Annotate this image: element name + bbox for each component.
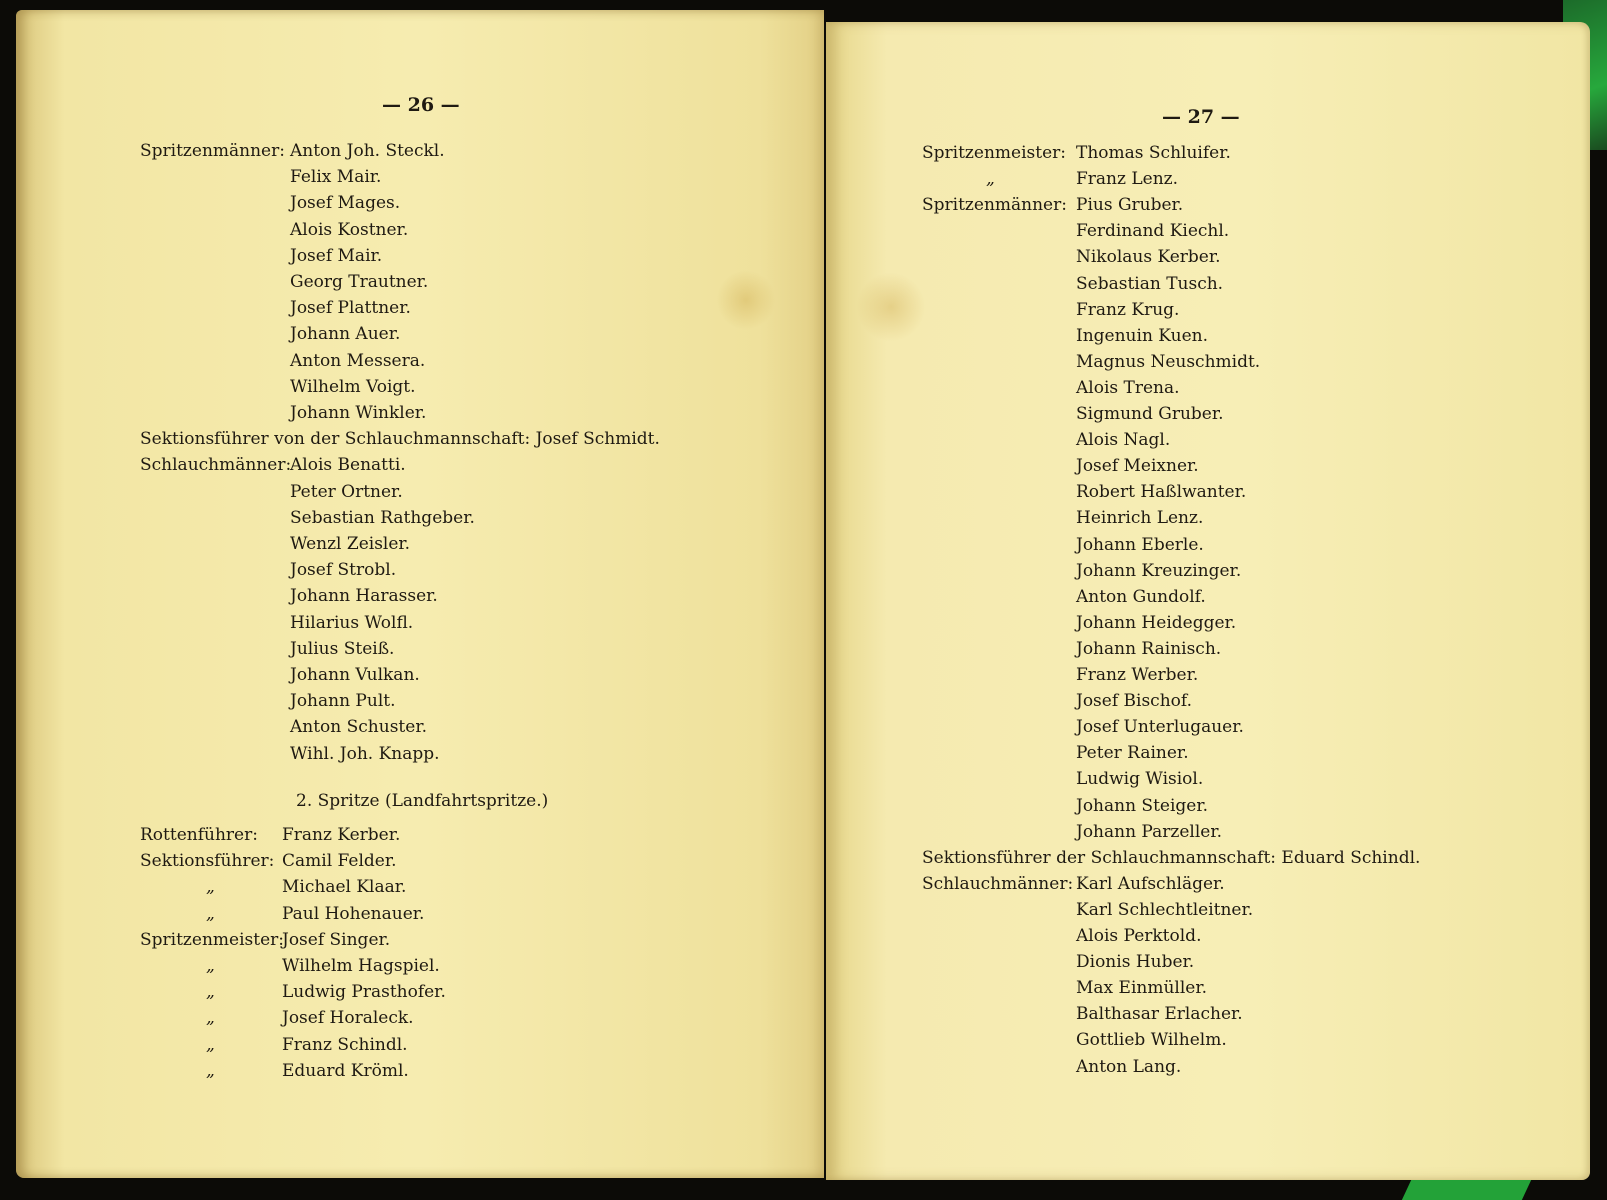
member-name: Magnus Neuschmidt. bbox=[1076, 351, 1261, 372]
roster-row bbox=[826, 766, 1566, 792]
member-name: Johann Auer. bbox=[290, 324, 401, 345]
roster-row bbox=[16, 1032, 776, 1058]
roster-row bbox=[826, 819, 1566, 845]
roster-row bbox=[826, 688, 1566, 714]
member-name: Johann Vulkan. bbox=[290, 665, 420, 685]
roster-row bbox=[16, 1058, 776, 1084]
roster-row bbox=[16, 848, 776, 874]
member-name: Ludwig Prasthofer. bbox=[282, 982, 446, 1003]
roster-row bbox=[16, 636, 776, 662]
roster-row bbox=[826, 297, 1566, 323]
roster-row bbox=[826, 479, 1566, 505]
member-name: Anton Lang. bbox=[1076, 1056, 1182, 1077]
member-name: Thomas Schluifer. bbox=[1076, 143, 1231, 163]
member-name: Anton Gundolf. bbox=[1076, 586, 1206, 607]
roster-row bbox=[16, 138, 776, 164]
member-name: Hilarius Wolfl. bbox=[290, 612, 414, 633]
member-name: Camil Felder. bbox=[282, 851, 397, 872]
roster-row bbox=[16, 243, 776, 269]
member-name: Georg Trautner. bbox=[290, 272, 429, 292]
role-label: Spritzenmeister: bbox=[140, 929, 284, 950]
roster-row bbox=[16, 927, 776, 953]
roster-row bbox=[826, 271, 1566, 297]
roster-row bbox=[16, 321, 776, 347]
member-name: Johann Harasser. bbox=[290, 586, 438, 607]
roster-row bbox=[826, 1027, 1566, 1053]
member-name: Nikolaus Kerber. bbox=[1076, 247, 1221, 268]
member-name: Alois Kostner. bbox=[290, 219, 409, 240]
roster-row bbox=[826, 140, 1566, 166]
member-name: Josef Horaleck. bbox=[282, 1008, 414, 1029]
member-name: Johann Pult. bbox=[290, 691, 396, 712]
roster-row bbox=[826, 166, 1566, 192]
member-name: Ludwig Wisiol. bbox=[1076, 769, 1204, 790]
roster-row bbox=[16, 217, 776, 243]
roster-row bbox=[16, 479, 776, 505]
roster-row bbox=[826, 975, 1566, 1001]
roster-row bbox=[16, 190, 776, 216]
roster-row bbox=[16, 348, 776, 374]
ditto-mark: „ bbox=[206, 903, 215, 924]
member-name: Johann Eberle. bbox=[1076, 534, 1204, 555]
roster-row bbox=[826, 949, 1566, 975]
roster-row bbox=[16, 426, 776, 452]
role-label: Spritzenmänner: bbox=[140, 141, 285, 161]
ditto-mark: „ bbox=[206, 1034, 215, 1055]
roster-row bbox=[16, 452, 776, 478]
roster-row bbox=[16, 953, 776, 979]
roster-row bbox=[16, 374, 776, 400]
member-name: Karl Aufschläger. bbox=[1076, 873, 1225, 894]
member-name: Johann Parzeller. bbox=[1076, 821, 1222, 842]
member-name: Johann Kreuzinger. bbox=[1076, 560, 1242, 581]
role-label: Sektionsführer von der Schlauchmannschaft: Josef Schmidt. bbox=[140, 429, 660, 450]
member-name: Ferdinand Kiechl. bbox=[1076, 221, 1230, 242]
roster-row bbox=[16, 400, 776, 426]
role-label: Spritzenmeister: bbox=[922, 143, 1066, 163]
roster-row bbox=[16, 557, 776, 583]
member-name: Franz Krug. bbox=[1076, 299, 1180, 320]
role-label: Spritzenmänner: bbox=[922, 195, 1067, 216]
member-name: Sebastian Rathgeber. bbox=[290, 507, 475, 528]
member-name: Ingenuin Kuen. bbox=[1076, 325, 1208, 346]
roster-row bbox=[826, 192, 1566, 218]
roster-row bbox=[16, 662, 776, 688]
member-name: Josef Meixner. bbox=[1076, 456, 1199, 477]
roster-row bbox=[826, 453, 1566, 479]
member-name: Balthasar Erlacher. bbox=[1076, 1004, 1243, 1025]
member-name: Eduard Kröml. bbox=[282, 1060, 409, 1081]
member-name: Anton Messera. bbox=[290, 350, 426, 371]
member-name: Johann Heidegger. bbox=[1076, 612, 1237, 633]
ditto-mark: „ bbox=[206, 877, 215, 898]
role-label: Sektionsführer der Schlauchmannschaft: Eduard Schindl. bbox=[922, 847, 1421, 868]
roster-row bbox=[16, 874, 776, 900]
member-name: Josef Bischof. bbox=[1076, 691, 1192, 712]
roster-row bbox=[826, 532, 1566, 558]
ditto-mark: „ bbox=[206, 956, 215, 976]
member-name: Peter Ortner. bbox=[290, 481, 403, 502]
member-name: Wihl. Joh. Knapp. bbox=[290, 743, 440, 764]
member-name: Dionis Huber. bbox=[1076, 952, 1195, 973]
roster-row bbox=[826, 323, 1566, 349]
member-name: Johann Rainisch. bbox=[1076, 638, 1222, 659]
roster-row bbox=[16, 505, 776, 531]
member-name: Franz Schindl. bbox=[282, 1034, 408, 1055]
roster-row bbox=[16, 979, 776, 1005]
role-label: Sektionsführer: bbox=[140, 851, 275, 872]
member-name: Gottlieb Wilhelm. bbox=[1076, 1030, 1227, 1051]
member-name: Wilhelm Hagspiel. bbox=[282, 956, 440, 976]
ditto-mark: „ bbox=[206, 982, 215, 1003]
role-label: Rottenführer: bbox=[140, 825, 258, 845]
roster-row bbox=[826, 871, 1566, 897]
roster-row bbox=[16, 164, 776, 190]
member-name: Josef Strobl. bbox=[290, 560, 397, 581]
member-name: Johann Steiger. bbox=[1076, 795, 1209, 816]
member-name: Heinrich Lenz. bbox=[1076, 508, 1204, 529]
member-name: Alois Perktold. bbox=[1076, 926, 1202, 946]
left-page bbox=[16, 10, 824, 1178]
roster-row bbox=[826, 1054, 1566, 1080]
roster-row bbox=[826, 584, 1566, 610]
roster-row bbox=[826, 714, 1566, 740]
member-name: Franz Kerber. bbox=[282, 825, 401, 845]
member-name: Wenzl Zeisler. bbox=[290, 534, 411, 554]
roster-row bbox=[826, 427, 1566, 453]
roster-row bbox=[16, 822, 776, 848]
page-number-right: — 27 — bbox=[1162, 106, 1240, 128]
member-name: Wilhelm Voigt. bbox=[290, 376, 416, 397]
role-label: Schlauchmänner: bbox=[140, 455, 292, 476]
member-name: Anton Schuster. bbox=[290, 717, 427, 738]
member-name: Karl Schlechtleitner. bbox=[1076, 899, 1254, 920]
member-name: Anton Joh. Steckl. bbox=[290, 141, 445, 161]
member-name: Sebastian Tusch. bbox=[1076, 273, 1224, 294]
roster-row bbox=[826, 923, 1566, 949]
member-name: Alois Trena. bbox=[1076, 377, 1180, 398]
roster-row bbox=[826, 636, 1566, 662]
roster-row bbox=[16, 269, 776, 295]
roster-row bbox=[16, 531, 776, 557]
roster-row bbox=[826, 662, 1566, 688]
member-name: Paul Hohenauer. bbox=[282, 903, 425, 924]
roster-row bbox=[826, 558, 1566, 584]
roster-row bbox=[826, 897, 1566, 923]
roster-row bbox=[826, 349, 1566, 375]
roster-row bbox=[16, 714, 776, 740]
member-name: Michael Klaar. bbox=[282, 877, 407, 898]
member-name: Josef Unterlugauer. bbox=[1076, 717, 1244, 738]
member-name: Franz Lenz. bbox=[1076, 169, 1179, 190]
roster-row bbox=[16, 1005, 776, 1031]
member-name: Johann Winkler. bbox=[290, 403, 427, 423]
member-name: Felix Mair. bbox=[290, 167, 382, 188]
roster-row bbox=[16, 688, 776, 714]
member-name: Alois Benatti. bbox=[290, 455, 406, 476]
member-name: Max Einmüller. bbox=[1076, 978, 1207, 999]
member-name: Pius Gruber. bbox=[1076, 195, 1184, 216]
member-name: Josef Mages. bbox=[290, 193, 401, 214]
roster-row bbox=[826, 401, 1566, 427]
ditto-mark: „ bbox=[986, 169, 995, 190]
ditto-mark: „ bbox=[206, 1060, 215, 1081]
roster-row bbox=[826, 218, 1566, 244]
roster-row bbox=[16, 901, 776, 927]
roster-row bbox=[826, 244, 1566, 270]
roster-row bbox=[16, 610, 776, 636]
member-name: Sigmund Gruber. bbox=[1076, 404, 1224, 424]
page-number-left: — 26 — bbox=[382, 94, 460, 116]
member-name: Josef Mair. bbox=[290, 245, 383, 266]
roster-row bbox=[826, 505, 1566, 531]
right-page bbox=[826, 22, 1590, 1180]
roster-row bbox=[826, 793, 1566, 819]
ditto-mark: „ bbox=[206, 1008, 215, 1029]
roster-row bbox=[826, 610, 1566, 636]
member-name: Alois Nagl. bbox=[1076, 430, 1171, 451]
member-name: Robert Haßlwanter. bbox=[1076, 482, 1247, 503]
green-cover-corner bbox=[1402, 1178, 1532, 1200]
roster-row bbox=[826, 1001, 1566, 1027]
roster-row bbox=[826, 740, 1566, 766]
section-heading: 2. Spritze (Landfahrtspritze.) bbox=[296, 791, 549, 811]
roster-row bbox=[826, 375, 1566, 401]
member-name: Franz Werber. bbox=[1076, 665, 1199, 685]
member-name: Julius Steiß. bbox=[290, 638, 395, 659]
member-name: Josef Singer. bbox=[282, 929, 391, 950]
roster-row bbox=[16, 583, 776, 609]
member-name: Josef Plattner. bbox=[290, 298, 411, 319]
roster-row bbox=[16, 741, 776, 767]
roster-row bbox=[16, 295, 776, 321]
roster-row bbox=[826, 845, 1566, 871]
role-label: Schlauchmänner: bbox=[922, 873, 1074, 894]
member-name: Peter Rainer. bbox=[1076, 743, 1189, 764]
